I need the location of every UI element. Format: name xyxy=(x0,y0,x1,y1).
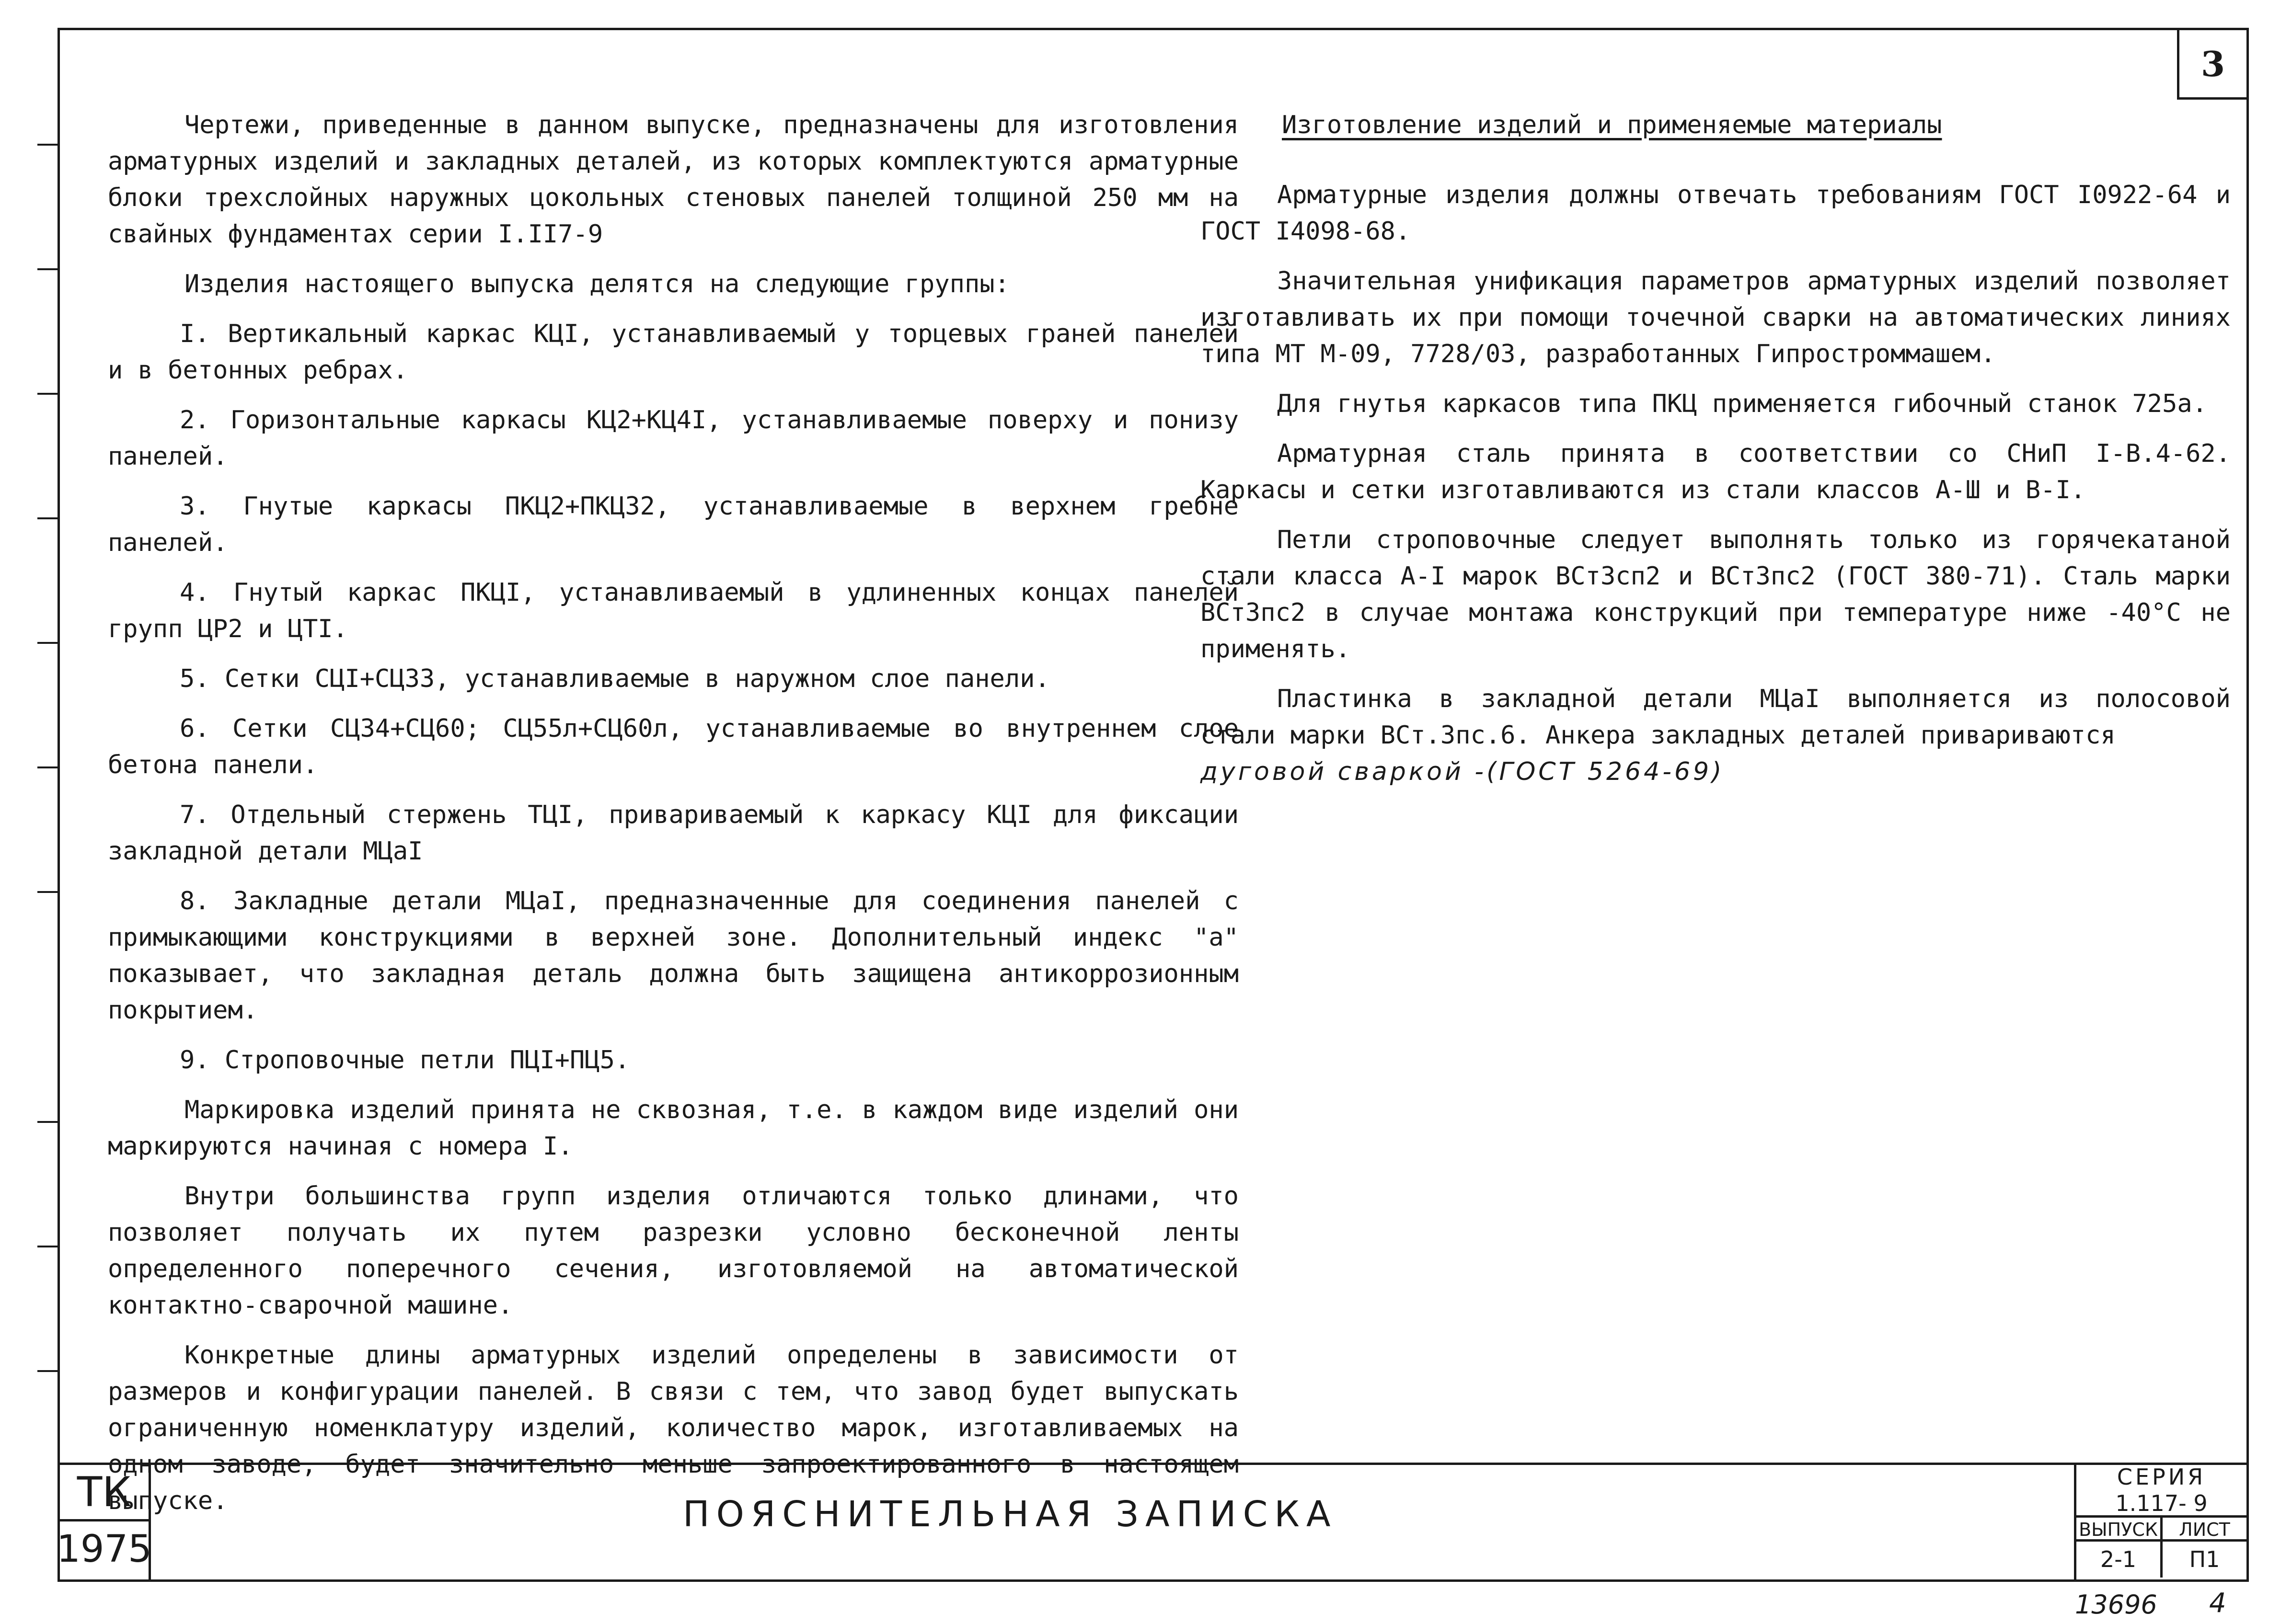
left-text-column xyxy=(108,107,1239,1533)
paragraph: Арматурная сталь принята в соответствии со СНиП I-В.4-62. Каркасы и сетки изготавливаются из стали классов А-Ш и В-I. xyxy=(1200,439,2231,504)
paragraph: Значительная унификация параметров арматурных изделий позволяет изготавливать их при помощи точечной сварки на автоматических линиях типа МТ М-09, 7728/03, разработанных Гипростроммашем. xyxy=(1200,267,2231,368)
paragraph: Внутри большинства групп изделия отличаются только длинами, что позволяет получать их путем разрезки условно бесконечной ленты определенного поперечного сечения, изготовляемой на автоматической контактно-сварочной машине. xyxy=(108,1182,1239,1320)
list-item: 2. Горизонтальные каркасы КЦ2+КЦ4I, устанавливаемые поверху и понизу панелей. xyxy=(108,406,1239,471)
drawing-sheet xyxy=(58,28,2249,1582)
binding-tick xyxy=(37,144,59,146)
binding-tick xyxy=(37,1370,59,1372)
binding-tick xyxy=(37,393,59,395)
paragraph: Конкретные длины арматурных изделий определены в зависимости от размеров и конфигурации панелей. В связи с тем, что завод будет выпускать ограниченную номенклатуру изделий, количество марок, изготавливаемых на одном заводе, будет значительно меньше запроектированного в настоящем выпуске. xyxy=(108,1341,1239,1515)
issue-sheet-grid xyxy=(2076,1518,2246,1578)
organization-code: ТК xyxy=(60,1465,149,1521)
paragraph: Изделия настоящего выпуска делятся на следующие группы: xyxy=(184,270,1010,298)
sheet-count: 4 xyxy=(2209,1588,2226,1619)
list-item: 7. Отдельный стержень ТЦI, привариваемый к каркасу КЦI для фиксации закладной детали МЦаI xyxy=(108,801,1239,866)
list-item: 9. Строповочные петли ПЦI+ПЦ5. xyxy=(180,1046,630,1075)
sheet-value: П1 xyxy=(2189,1546,2220,1572)
binding-tick xyxy=(37,642,59,644)
binding-tick xyxy=(37,766,59,768)
issue-label: ВЫПУСК xyxy=(2076,1518,2160,1542)
document-title: ПОЯСНИТЕЛЬНАЯ ЗАПИСКА xyxy=(683,1494,1337,1535)
list-item: 5. Сетки СЦI+СЦ33, устанавливаемые в наружном слое панели. xyxy=(180,664,1050,693)
paragraph: Маркировка изделий принята не сквозная, т.е. в каждом виде изделий они маркируются начиная с номера I. xyxy=(108,1096,1239,1161)
right-text-column xyxy=(1200,107,2231,803)
issue-value: 2-1 xyxy=(2100,1546,2137,1572)
paragraph: Пластинка в закладной детали МЦаI выполняется из полосовой стали марки ВСт.Зпс.6. Анкера закладных деталей привариваются xyxy=(1200,685,2231,750)
section-heading: Изготовление изделий и применяемые материалы xyxy=(1282,111,1942,139)
list-item: 8. Закладные детали МЦаI, предназначенные для соединения панелей с примыкающими конструкциями в верхней зоне. Дополнительный индекс "а" показывает, что закладная деталь должна быть защищена антикоррозионным покрытием. xyxy=(108,887,1239,1025)
binding-tick xyxy=(37,891,59,893)
title-block xyxy=(57,1463,2246,1579)
binding-tick xyxy=(37,1121,59,1123)
stamp-left-cells xyxy=(57,1465,152,1579)
issue-cell xyxy=(2076,1518,2163,1578)
sheet-cell xyxy=(2163,1518,2246,1578)
series-label: СЕРИЯ xyxy=(2117,1464,2206,1490)
series-value: 1.117- 9 xyxy=(2076,1489,2246,1518)
binding-tick xyxy=(37,1246,59,1247)
paragraph: Арматурные изделия должны отвечать требованиям ГОСТ I0922-64 и ГОСТ I4098-68. xyxy=(1200,181,2231,246)
list-item: 6. Сетки СЦ34+СЦ60; СЦ55л+СЦ60л, устанавливаемые во внутреннем слое бетона панели. xyxy=(108,714,1239,779)
paragraph: Петли строповочные следует выполнять только из горячекатаной стали класса А-I марок ВСтЗсп2 и ВСтЗпс2 (ГОСТ 380-71). Сталь марки ВСтЗпс2 в случае монтажа конструкций при температуре ниже -40°С не применять. xyxy=(1200,526,2231,663)
paragraph: Чертежи, приведенные в данном выпуске, предназначены для изготовления арматурных изделий и закладных деталей, из которых комплектуются арматурные блоки трехслойных наружных цокольных стеновых панелей толщиной 250 мм на свайных фундаментах серии I.II7-9 xyxy=(108,111,1239,249)
sheet-label: ЛИСТ xyxy=(2163,1518,2246,1542)
list-item: 3. Гнутые каркасы ПКЦ2+ПКЦ32, устанавливаемые в верхнем гребне панелей. xyxy=(108,492,1239,557)
list-item: 4. Гнутый каркас ПКЦI, устанавливаемый в удлиненных концах панелей групп ЦР2 и ЦТI. xyxy=(108,578,1239,643)
handwritten-note: дуговой сваркой -(ГОСТ 5264-69) xyxy=(1200,757,1725,786)
binding-tick xyxy=(37,268,59,270)
paragraph: Для гнутья каркасов типа ПКЦ применяется гибочный станок 725а. xyxy=(1277,389,2208,418)
list-item: I. Вертикальный каркас КЦI, устанавливаемый у торцевых граней панелей и в бетонных ребрах. xyxy=(108,320,1239,385)
stamp-right-cells xyxy=(2074,1465,2246,1579)
binding-tick xyxy=(37,517,59,519)
year: 1975 xyxy=(57,1528,152,1571)
inventory-number: 13696 xyxy=(2075,1590,2157,1620)
page-number: 3 xyxy=(2177,28,2249,100)
